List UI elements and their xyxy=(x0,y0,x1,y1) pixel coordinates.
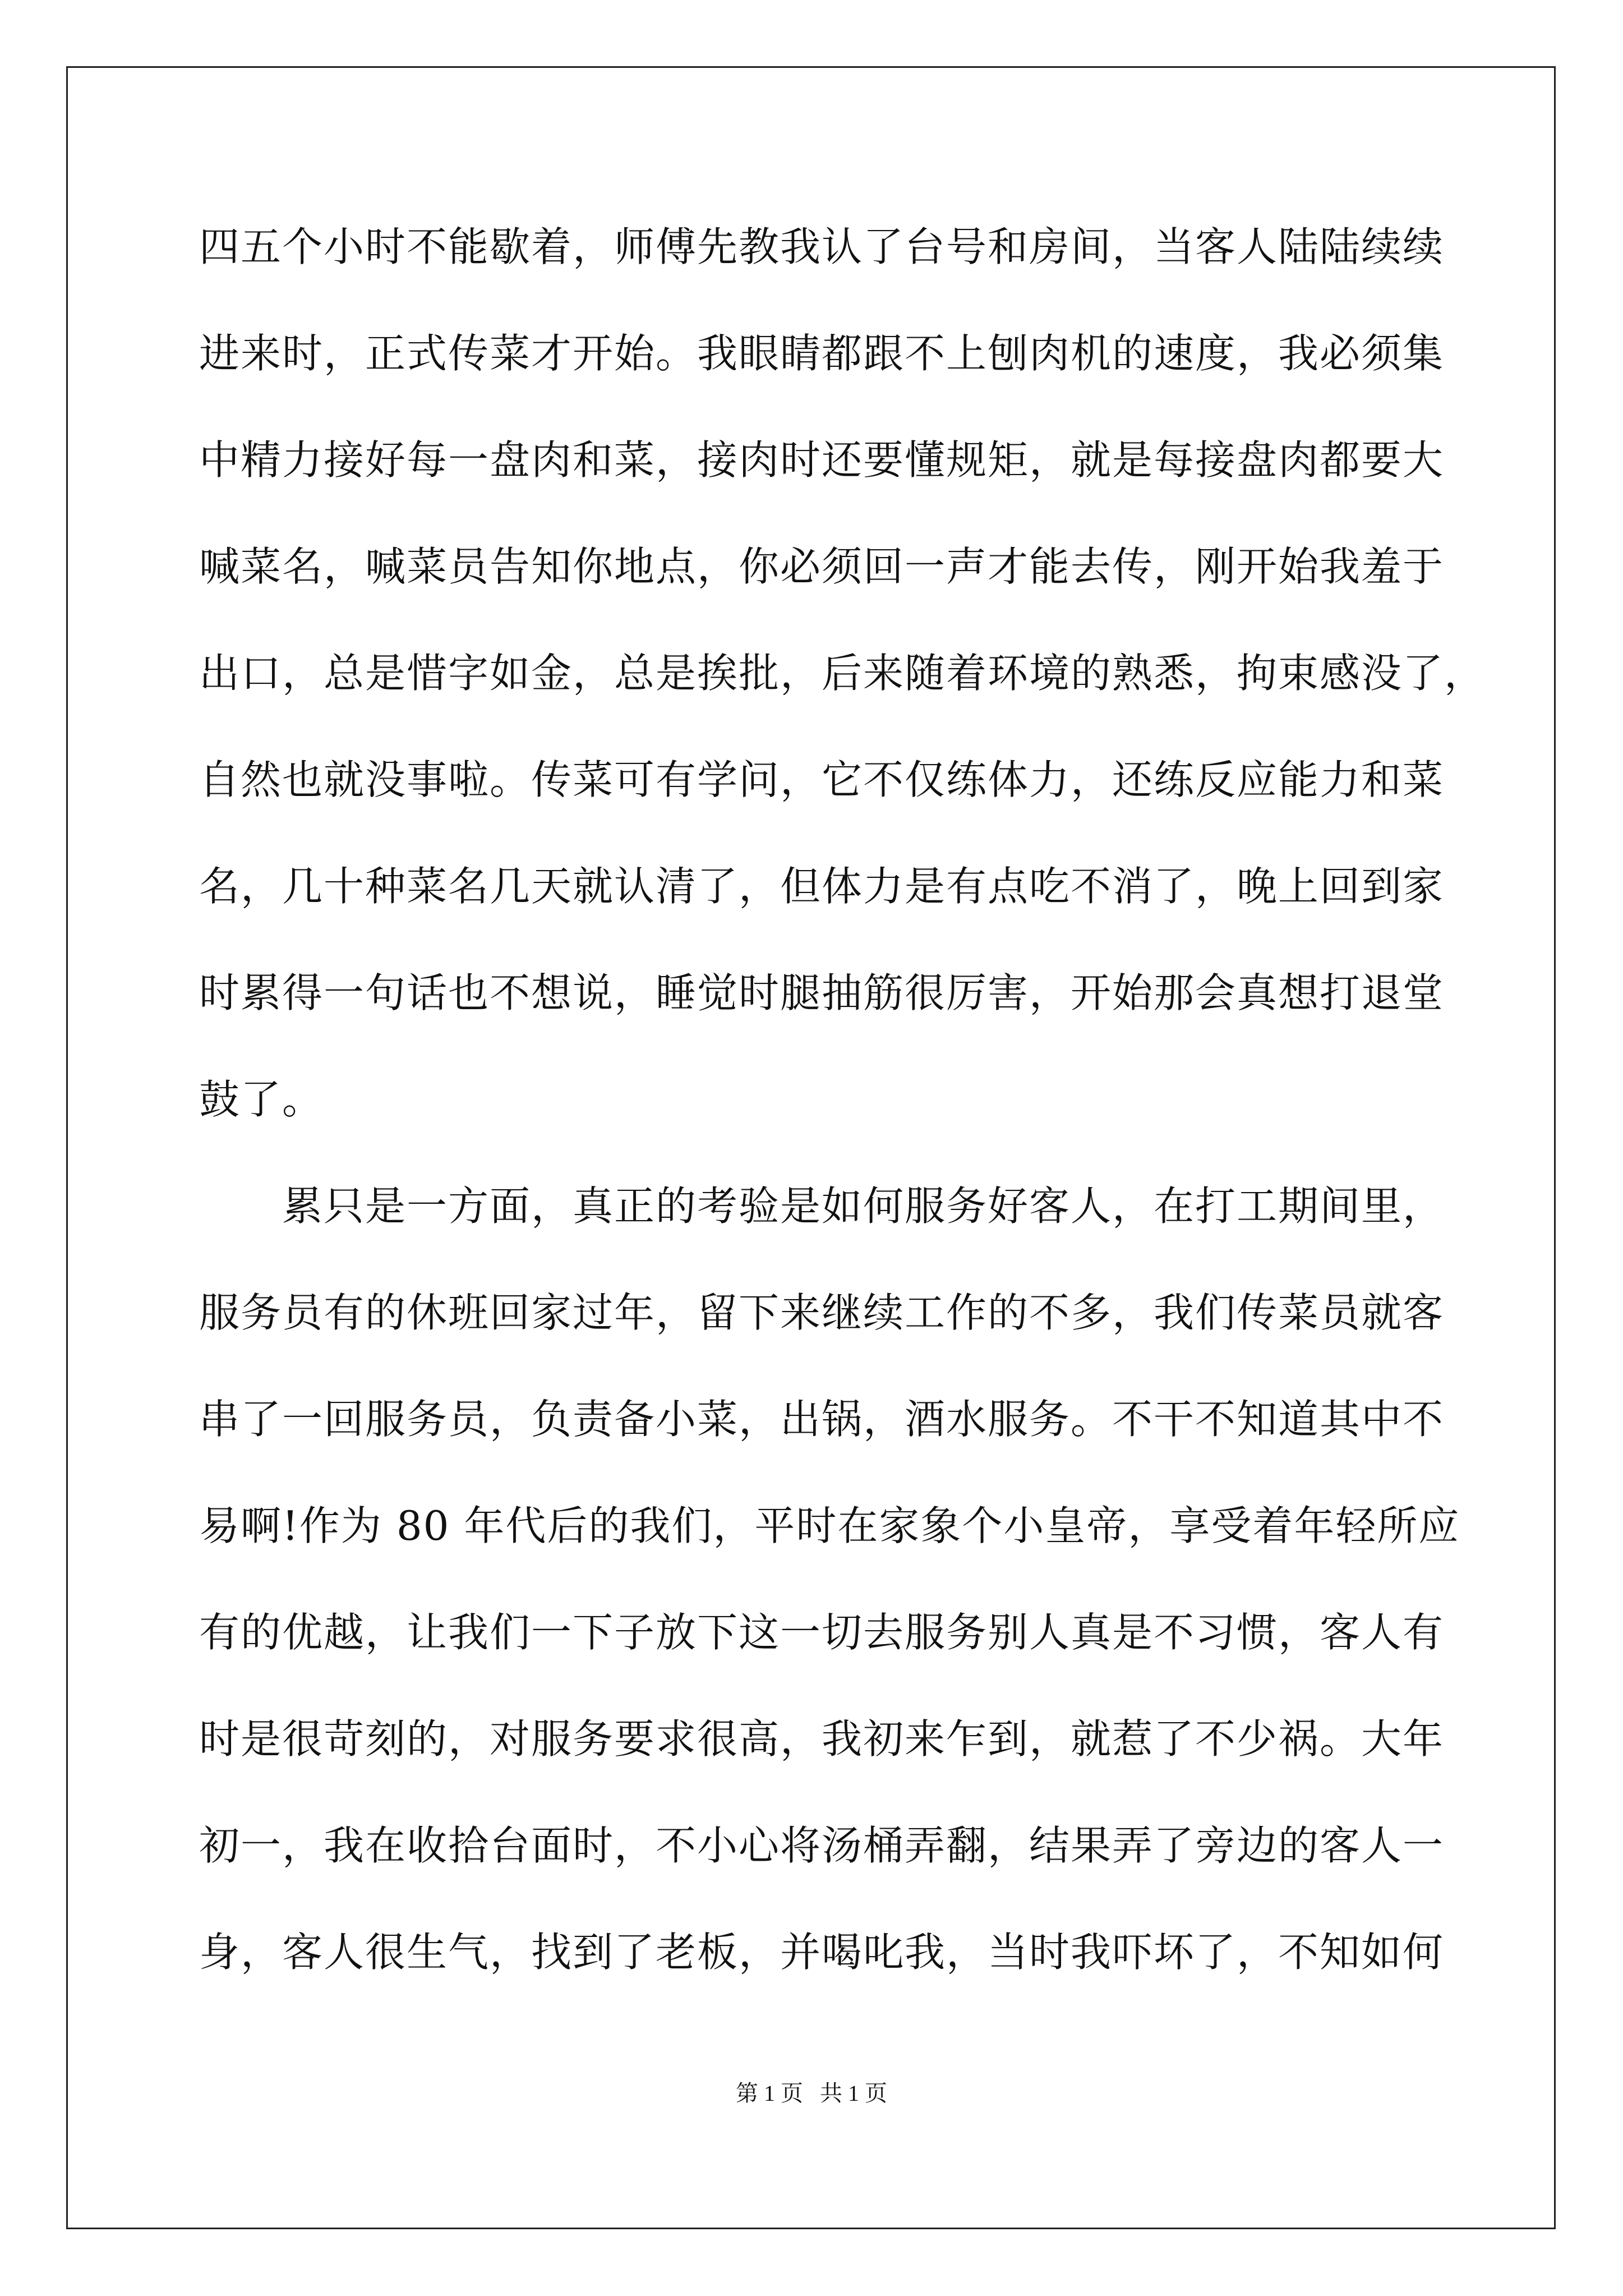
text-line: 出口，总是惜字如金，总是挨批，后来随着环境的熟悉，拘束感没了， xyxy=(199,650,1486,697)
text-line: 中精力接好每一盘肉和菜，接肉时还要懂规矩，就是每接盘肉都要大 xyxy=(199,436,1445,484)
text-line: 进来时，正式传菜才开始。我眼睛都跟不上刨肉机的速度，我必须集 xyxy=(199,330,1445,377)
page-number: 第 1 页 xyxy=(736,2081,803,2106)
text-line: 喊菜名，喊菜员告知你地点，你必须回一声才能去传，刚开始我羞于 xyxy=(199,543,1445,590)
text-line: 有的优越，让我们一下子放下这一切去服务别人真是不习惯，客人有 xyxy=(199,1609,1445,1656)
text-line: 名，几十种菜名几天就认清了，但体力是有点吃不消了，晚上回到家 xyxy=(199,863,1445,910)
text-line: 串了一回服务员，负责备小菜，出锅，酒水服务。不干不知道其中不 xyxy=(199,1396,1445,1443)
text-line: 时累得一句话也不想说，睡觉时腿抽筋很厉害，开始那会真想打退堂 xyxy=(199,969,1445,1016)
text-line: 身，客人很生气，找到了老板，并喝叱我，当时我吓坏了，不知如何 xyxy=(199,1929,1445,1976)
document-body xyxy=(199,213,1486,2025)
text-line: 四五个小时不能歇着，师傅先教我认了台号和房间，当客人陆陆续续 xyxy=(199,223,1445,270)
text-line: 服务员有的休班回家过年，留下来继续工作的不多，我们传菜员就客 xyxy=(199,1289,1445,1336)
page-footer xyxy=(0,2076,1623,2108)
page-total: 共 1 页 xyxy=(820,2081,887,2106)
text-line: 初一，我在收拾台面时，不小心将汤桶弄翻，结果弄了旁边的客人一 xyxy=(199,1822,1445,1869)
text-line: 累只是一方面，真正的考验是如何服务好客人，在打工期间里， xyxy=(199,1182,1445,1230)
text-line: 鼓了。 xyxy=(199,1076,324,1123)
text-line: 时是很苛刻的，对服务要求很高，我初来乍到，就惹了不少祸。大年 xyxy=(199,1715,1445,1763)
text-line: 易啊!作为 80 年代后的我们，平时在家象个小皇帝，享受着年轻所应 xyxy=(199,1502,1460,1549)
text-line: 自然也就没事啦。传菜可有学问，它不仅练体力，还练反应能力和菜 xyxy=(199,756,1445,803)
